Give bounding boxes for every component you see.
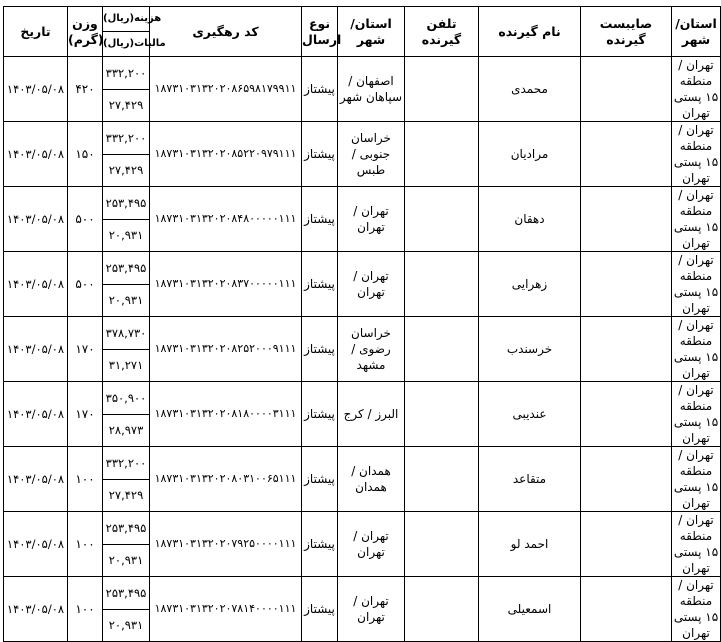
origin-city-cell: تهران / منطقه ۱۵ پستی تهران [672, 252, 721, 317]
cost-cell: ۳۳۲,۲۰۰ [103, 57, 150, 90]
website-cell [581, 57, 672, 122]
dest-city-cell: تهران / تهران [338, 187, 405, 252]
recipient-cell: مرادیان [479, 122, 581, 187]
tax-cell: ۲۰,۹۳۱ [103, 219, 150, 252]
tax-cell: ۲۷,۴۲۹ [103, 479, 150, 512]
header-row [4, 7, 721, 32]
origin-city-cell: تهران / منطقه ۱۵ پستی تهران [672, 447, 721, 512]
header-send-type: نوع ارسال [302, 7, 338, 57]
website-cell [581, 122, 672, 187]
weight-cell: ۵۰۰ [68, 252, 103, 317]
shipments-table [3, 6, 721, 642]
phone-cell [405, 512, 479, 577]
tracking-cell: ۱۸۷۳۱۰۳۱۳۲۰۲۰۸۴۸۰۰۰۰۰۱۱۱ [150, 187, 302, 252]
tax-cell: ۲۰,۹۳۱ [103, 544, 150, 577]
header-origin-city: استان/ شهر [672, 7, 721, 57]
table-row [4, 187, 721, 220]
date-cell: ۱۴۰۳/۰۵/۰۸ [4, 317, 68, 382]
cost-cell: ۳۷۸,۷۳۰ [103, 317, 150, 350]
date-cell: ۱۴۰۳/۰۵/۰۸ [4, 577, 68, 642]
dest-city-cell: همدان / همدان [338, 447, 405, 512]
website-cell [581, 382, 672, 447]
send-type-cell: پیشتاز [302, 382, 338, 447]
website-cell [581, 577, 672, 642]
origin-city-cell: تهران / منطقه ۱۵ پستی تهران [672, 317, 721, 382]
tracking-cell: ۱۸۷۳۱۰۳۱۳۲۰۲۰۸۰۳۱۰۰۶۵۱۱۱ [150, 447, 302, 512]
dest-city-cell: خراسان جنوبی / طبس [338, 122, 405, 187]
dest-city-cell: تهران / تهران [338, 252, 405, 317]
table-row [4, 122, 721, 155]
date-cell: ۱۴۰۳/۰۵/۰۸ [4, 382, 68, 447]
recipient-cell: اسمعیلی [479, 577, 581, 642]
send-type-cell: پیشتاز [302, 122, 338, 187]
tracking-cell: ۱۸۷۳۱۰۳۱۳۲۰۲۰۸۱۸۰۰۰۰۳۱۱۱ [150, 382, 302, 447]
weight-cell: ۱۰۰ [68, 447, 103, 512]
tax-cell: ۳۱,۲۷۱ [103, 349, 150, 382]
send-type-cell: پیشتاز [302, 252, 338, 317]
table-row [4, 57, 721, 90]
dest-city-cell: تهران / تهران [338, 577, 405, 642]
tracking-cell: ۱۸۷۳۱۰۳۱۳۲۰۲۰۸۶۵۹۸۱۷۹۹۱۱ [150, 57, 302, 122]
header-phone: تلفن گیرنده [405, 7, 479, 57]
origin-city-cell: تهران / منطقه ۱۵ پستی تهران [672, 187, 721, 252]
phone-cell [405, 317, 479, 382]
dest-city-cell: اصفهان / سپاهان شهر [338, 57, 405, 122]
header-website: صایبست گیرنده [581, 7, 672, 57]
tax-cell: ۲۷,۴۲۹ [103, 89, 150, 122]
phone-cell [405, 577, 479, 642]
tracking-cell: ۱۸۷۳۱۰۳۱۳۲۰۲۰۸۵۲۲۰۹۷۹۱۱۱ [150, 122, 302, 187]
cost-cell: ۲۵۳,۴۹۵ [103, 252, 150, 285]
tax-cell: ۲۰,۹۳۱ [103, 609, 150, 642]
tax-cell: ۲۸,۹۷۳ [103, 414, 150, 447]
cost-cell: ۲۵۳,۴۹۵ [103, 187, 150, 220]
send-type-cell: پیشتاز [302, 447, 338, 512]
website-cell [581, 252, 672, 317]
phone-cell [405, 187, 479, 252]
header-tracking: کد رهگیری [150, 7, 302, 57]
send-type-cell: پیشتاز [302, 57, 338, 122]
table-body [4, 57, 721, 642]
weight-cell: ۱۰۰ [68, 577, 103, 642]
phone-cell [405, 122, 479, 187]
weight-cell: ۱۵۰ [68, 122, 103, 187]
table-row [4, 577, 721, 610]
recipient-cell: دهقان [479, 187, 581, 252]
recipient-cell: خرسندب [479, 317, 581, 382]
dest-city-cell: خراسان رضوی / مشهد [338, 317, 405, 382]
website-cell [581, 317, 672, 382]
header-recipient: نام گیرنده [479, 7, 581, 57]
date-cell: ۱۴۰۳/۰۵/۰۸ [4, 57, 68, 122]
date-cell: ۱۴۰۳/۰۵/۰۸ [4, 187, 68, 252]
table-row [4, 252, 721, 285]
weight-cell: ۱۷۰ [68, 382, 103, 447]
date-cell: ۱۴۰۳/۰۵/۰۸ [4, 512, 68, 577]
weight-cell: ۱۷۰ [68, 317, 103, 382]
phone-cell [405, 382, 479, 447]
recipient-cell: عندیبی [479, 382, 581, 447]
origin-city-cell: تهران / منطقه ۱۵ پستی تهران [672, 122, 721, 187]
cost-cell: ۳۳۲,۲۰۰ [103, 447, 150, 480]
website-cell [581, 512, 672, 577]
header-dest-city: استان/ شهر [338, 7, 405, 57]
tax-cell: ۲۰,۹۳۱ [103, 284, 150, 317]
recipient-cell: محمدی [479, 57, 581, 122]
weight-cell: ۱۰۰ [68, 512, 103, 577]
origin-city-cell: تهران / منطقه ۱۵ پستی تهران [672, 577, 721, 642]
recipient-cell: متقاعد [479, 447, 581, 512]
send-type-cell: پیشتاز [302, 187, 338, 252]
tracking-cell: ۱۸۷۳۱۰۳۱۳۲۰۲۰۷۸۱۴۰۰۰۰۱۱۱ [150, 577, 302, 642]
cost-cell: ۳۳۲,۲۰۰ [103, 122, 150, 155]
origin-city-cell: تهران / منطقه ۱۵ پستی تهران [672, 57, 721, 122]
header-weight: وزن (گرم) [68, 7, 103, 57]
dest-city-cell: البرز / کرج [338, 382, 405, 447]
table-row [4, 317, 721, 350]
origin-city-cell: تهران / منطقه ۱۵ پستی تهران [672, 512, 721, 577]
origin-city-cell: تهران / منطقه ۱۵ پستی تهران [672, 382, 721, 447]
tracking-cell: ۱۸۷۳۱۰۳۱۳۲۰۲۰۸۳۷۰۰۰۰۰۱۱۱ [150, 252, 302, 317]
date-cell: ۱۴۰۳/۰۵/۰۸ [4, 252, 68, 317]
recipient-cell: زهرایی [479, 252, 581, 317]
tracking-cell: ۱۸۷۳۱۰۳۱۳۲۰۲۰۸۲۵۲۰۰۰۹۱۱۱ [150, 317, 302, 382]
recipient-cell: احمد لو [479, 512, 581, 577]
website-cell [581, 187, 672, 252]
dest-city-cell: تهران / تهران [338, 512, 405, 577]
phone-cell [405, 252, 479, 317]
tracking-cell: ۱۸۷۳۱۰۳۱۳۲۰۲۰۷۹۲۵۰۰۰۰۱۱۱ [150, 512, 302, 577]
weight-cell: ۵۰۰ [68, 187, 103, 252]
header-tax: مالیات(ریال) [103, 32, 150, 57]
website-cell [581, 447, 672, 512]
date-cell: ۱۴۰۳/۰۵/۰۸ [4, 122, 68, 187]
header-cost: هزینه(ریال) [103, 7, 150, 32]
send-type-cell: پیشتاز [302, 577, 338, 642]
phone-cell [405, 57, 479, 122]
weight-cell: ۴۲۰ [68, 57, 103, 122]
table-row [4, 447, 721, 480]
tax-cell: ۲۷,۴۲۹ [103, 154, 150, 187]
cost-cell: ۳۵۰,۹۰۰ [103, 382, 150, 415]
table-row [4, 512, 721, 545]
cost-cell: ۲۵۳,۴۹۵ [103, 512, 150, 545]
phone-cell [405, 447, 479, 512]
cost-cell: ۲۵۳,۴۹۵ [103, 577, 150, 610]
table-row [4, 382, 721, 415]
send-type-cell: پیشتاز [302, 317, 338, 382]
send-type-cell: پیشتاز [302, 512, 338, 577]
date-cell: ۱۴۰۳/۰۵/۰۸ [4, 447, 68, 512]
header-date: تاریخ [4, 7, 68, 57]
